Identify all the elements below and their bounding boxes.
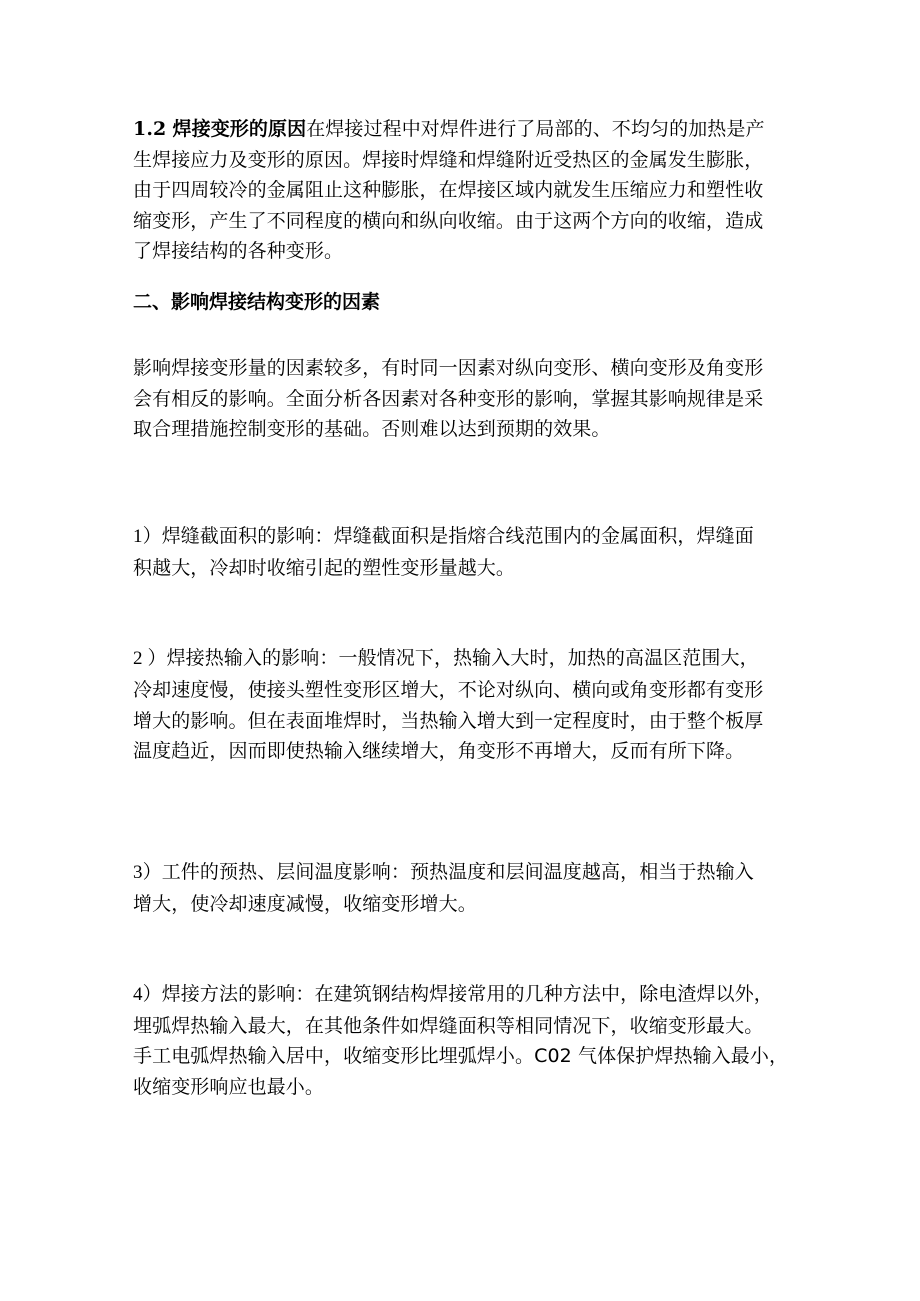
- paragraph-line: [133, 643, 805, 675]
- paragraph-line: 取合理措施控制变形的基础。否则难以达到预期的效果。: [133, 418, 611, 441]
- paragraph-line: 埋弧焊热输入最大，在其他条件如焊缝面积等相同情况下，收缩变形最大。: [133, 1014, 764, 1037]
- paragraph-line: 温度趋近，因而即使热输入继续增大，角变形不再增大，反而有所下降。: [133, 740, 745, 763]
- factor-item-1: [133, 521, 805, 583]
- paragraph-line: 增大的影响。但在表面堆焊时，当热输入增大到一定程度时，由于整个板厚: [133, 709, 764, 732]
- section-2-intro-paragraph: [133, 353, 805, 445]
- item-text: 工件的预热、层间温度影响：预热温度和层间温度越高，相当于热输入: [161, 861, 754, 883]
- paragraph-line: 手工电弧焊热输入居中，收缩变形比埋弧焊小。C02 气体保护焊热输入最小，: [133, 1045, 789, 1068]
- paragraph-line: 冷却速度慢，使接头塑性变形区增大，不论对纵向、横向或角变形都有变形: [133, 678, 764, 701]
- item-number: 1）: [133, 526, 162, 547]
- item-number: 4）: [133, 984, 162, 1005]
- paragraph-line: [133, 521, 805, 553]
- item-number: 2 ）: [133, 648, 167, 669]
- paragraph-line: [133, 979, 805, 1011]
- item-number: 3）: [133, 862, 162, 883]
- section-2-heading: 二、影响焊接结构变形的因素: [133, 291, 381, 313]
- section-number: 1.2: [133, 118, 167, 140]
- paragraph-line: 收缩变形响应也最小。: [133, 1075, 325, 1098]
- paragraph-line: 缩变形，产生了不同程度的横向和纵向收缩。由于这两个方向的收缩，造成: [133, 209, 764, 232]
- item-text: 焊接热输入的影响：一般情况下，热输入大时，加热的高温区范围大，: [166, 647, 759, 669]
- section-title: 焊接变形的原因: [172, 118, 307, 140]
- section-1-2-paragraph: [133, 114, 805, 267]
- paragraph-text: 在焊接过程中对焊件进行了局部的、不均匀的加热是产: [306, 118, 765, 140]
- paragraph-line: 生焊接应力及变形的原因。焊接时焊缝和焊缝附近受热区的金属发生膨胀，: [133, 148, 764, 171]
- paragraph-line: 影响焊接变形量的因素较多，有时同一因素对纵向变形、横向变形及角变形: [133, 357, 764, 379]
- paragraph-line: 会有相反的影响。全面分析各因素对各种变形的影响，掌握其影响规律是采: [133, 387, 764, 410]
- paragraph-line: 积越大，冷却时收缩引起的塑性变形量越大。: [133, 556, 516, 579]
- paragraph-line: 由于四周较冷的金属阻止这种膨胀，在焊接区域内就发生压缩应力和塑性收: [133, 179, 764, 202]
- factor-item-4: [133, 979, 805, 1102]
- paragraph-line: 增大，使冷却速度减慢，收缩变形增大。: [133, 892, 477, 915]
- paragraph-line: [133, 857, 805, 889]
- item-text: 焊接方法的影响：在建筑钢结构焊接常用的几种方法中，除电渣焊以外，: [161, 983, 773, 1005]
- factor-item-3: [133, 857, 805, 919]
- factor-item-2: [133, 643, 805, 767]
- item-text: 焊缝截面积的影响：焊缝截面积是指熔合线范围内的金属面积，焊缝面: [161, 525, 754, 547]
- paragraph-line: [133, 114, 805, 145]
- paragraph-line: 了焊接结构的各种变形。: [133, 240, 344, 263]
